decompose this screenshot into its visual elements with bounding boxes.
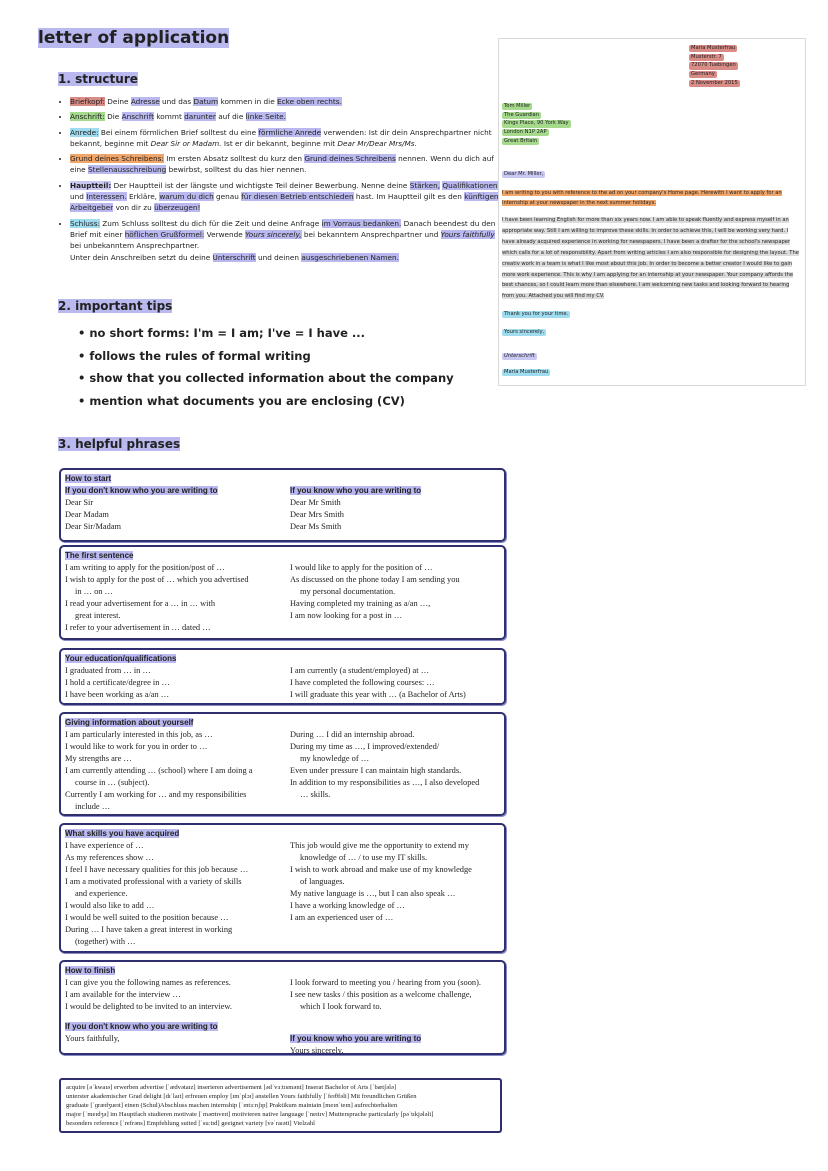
page-title: letter of application — [38, 28, 230, 48]
tip-item: • follows the rules of formal writing — [78, 345, 454, 368]
box-subheading: If you don't know who you are writing to — [65, 1022, 218, 1031]
structure-text: Erkläre, — [126, 192, 160, 202]
phrase-line: I graduated from … in … — [65, 666, 151, 675]
structure-text: künftigen Arbeitgeber — [70, 192, 499, 213]
address-line: Maria Musterfrau — [691, 45, 736, 51]
phrase-line: I would be delighted to be invited to an interview. — [65, 1002, 232, 1011]
structure-text: verwenden: Ist dir dein Ansprechpartner nicht bekannt, beginne mit — [70, 127, 492, 148]
phrase-line: of languages. — [300, 877, 345, 886]
phrase-line: My strengths are … — [65, 754, 132, 763]
phrase-line: I am now looking for a post in … — [290, 611, 403, 620]
phrase-line: Dear Mrs Smith — [290, 510, 344, 519]
structure-text: nennen. Wenn du dich auf eine — [70, 154, 494, 175]
structure-text: Ecke oben rechts. — [277, 97, 342, 106]
phrase-line: This job would give me the opportunity to extend my — [290, 841, 469, 850]
phrase-line: I would be well suited to the position because … — [65, 913, 229, 922]
phrase-line: Dear Sir — [65, 498, 94, 507]
letter-name: Maria Musterfrau — [504, 369, 549, 375]
structure-text: genau — [213, 192, 242, 202]
box-education — [59, 648, 506, 705]
address-line: Musterstr. 7 — [691, 53, 722, 60]
structure-text: Stärken, — [409, 180, 441, 190]
structure-text: Adresse — [130, 97, 160, 106]
section-heading-phrases: 3. helpful phrases — [58, 437, 181, 451]
structure-text: darunter — [184, 112, 216, 122]
structure-text: im Vorraus bedanken. — [321, 218, 402, 228]
phrase-line: (together) with … — [75, 937, 136, 946]
structure-text: bei unbekanntem Ansprechpartner. — [70, 241, 200, 251]
address-line: 2 November 2015 — [691, 79, 738, 86]
vocabulary-box — [59, 1078, 502, 1133]
structure-text: Unter dein Anschreiben setzt du deine — [70, 252, 213, 262]
structure-item — [70, 96, 506, 107]
box-how-to-finish — [59, 960, 506, 1055]
letter-signature: Unterschrift — [504, 353, 535, 359]
box-how-to-start — [59, 468, 506, 542]
address-line: Tom Miller — [504, 103, 531, 109]
phrase-line: Dear Madam — [65, 510, 109, 519]
phrase-line: During … I have taken a great interest in working — [65, 925, 233, 934]
phrase-line: I am available for the interview … — [65, 990, 181, 999]
letter-body: I have been learning English for more than six years now. I am able to speak fluently and express myself in an appropriate way. Still I am willing to improve these skills. In order to achieve this, I will be working very hard. I have already acquired experience in working for newspapers. I have been a drafter for the school's newspaper which calls for a lot of responsibility. Apart from writing articles I am also responsible for designing the layout. The creativ work in a team is what I like most about this job. In order to become a better creator I would like to gain more work experience. This is why I am applying for an internship at your newspaper. Your company affords the best chances, so I could learn more than elsewhere. I am welcoming new tasks and looking forward to hearing from you. Attached you will find my CV. — [502, 217, 799, 300]
phrase-line: I am an experienced user of … — [290, 913, 394, 922]
phrase-line: great interest. — [75, 611, 121, 620]
phrase-line: I look forward to meeting you / hearing from you (soon). — [290, 978, 481, 987]
address-line: The Guardian — [504, 111, 540, 118]
phrase-line: Dear Mr Smith — [290, 498, 341, 507]
phrase-line: I have been working as a/an … — [65, 690, 170, 699]
phrase-line: In addition to my responsibilities as …, I also developed — [290, 778, 480, 787]
phrase-line: During my time as …, I improved/extended/ — [290, 742, 440, 751]
structure-text: bei bekanntem Ansprechpartner — [301, 229, 423, 239]
structure-text: für diesen Betrieb entschieden — [241, 192, 354, 202]
structure-text: Danach beendest du den Brief mit einer — [70, 218, 496, 239]
tips-list — [78, 322, 454, 412]
phrase-line: I have experience of … — [65, 841, 144, 850]
phrase-line: I read your advertisement for a … in … with — [65, 599, 216, 608]
phrase-line: I am writing to apply for the position/post of … — [65, 563, 225, 572]
phrase-line: Currently I am working for … and my responsibilities — [65, 790, 247, 799]
structure-text: Grund deines Schreibens — [304, 154, 396, 164]
structure-text: Anrede: — [70, 127, 99, 137]
structure-item — [70, 111, 506, 122]
phrase-line: I wish to work abroad and make use of my knowledge — [290, 865, 472, 874]
structure-text: Yours sincerely, — [245, 229, 302, 239]
phrase-line: I see new tasks / this position as a welcome challenge, — [290, 990, 472, 999]
phrase-line: Having completed my training as a/an …, — [290, 599, 431, 608]
vocab-line: graduate [ˈɡrædʒueɪt] einen (Schul)Abschluss machen internship [ˈɪntɜːnʃɪp] Praktikum maintain [meɪnˈteɪn] aufrechterhalten — [66, 1102, 398, 1110]
section-heading-tips: 2. important tips — [58, 299, 173, 313]
box-title: What skills you have acquired — [65, 829, 180, 838]
structure-text: von dir zu — [113, 203, 155, 213]
box-title: The first sentence — [65, 551, 134, 560]
phrase-line: include … — [75, 802, 111, 811]
phrase-line: I am currently (a student/employed) at … — [290, 666, 430, 675]
box-title: Giving information about yourself — [65, 718, 194, 727]
address-line: Germany — [691, 71, 715, 78]
box-subheading: If you know who you are writing to — [290, 1034, 422, 1043]
structure-text: Bei einem förmlichen Brief solltest du eine — [98, 127, 259, 137]
tip-item: • no short forms: I'm = I am; I've = I have ... — [78, 322, 454, 345]
structure-item — [70, 127, 506, 150]
structure-text: und deinen — [255, 252, 302, 262]
structure-text: Interessen. — [86, 192, 127, 202]
structure-text: förmliche Anrede — [258, 127, 322, 137]
phrase-line: my personal documentation. — [300, 587, 396, 596]
structure-text: Schluss: — [70, 218, 100, 228]
address-line: Great Britain — [504, 137, 538, 144]
vocab-line: besonders reference [ˈrefrəns] Empfehlung suited [ˈsuːtɪd] geeignet variety [vəˈraɪəti] Vielzahl — [66, 1120, 316, 1128]
structure-text: Der Hauptteil ist der längste und wichtigste Teil deiner Bewerbung. Nenne deine — [111, 180, 410, 190]
phrase-line: Dear Ms Smith — [290, 522, 342, 531]
phrase-line: I feel I have necessary qualities for this job because … — [65, 865, 249, 874]
structure-text: Grund deines Schreibens: — [70, 154, 164, 164]
phrase-line: which I look forward to. — [300, 1002, 382, 1011]
structure-text: hast. Im Hauptteil gilt es den — [353, 192, 465, 202]
vocab-line: unterster akademischer Grad delight [dɪˈlaɪt] erfreuen employ [ɪmˈplɔɪ] anstellen Yours faithfully [ˈfeɪθfəli] Mit freundlichen Grüßen — [66, 1093, 417, 1101]
address-line: 72070 Tuebingen — [691, 62, 736, 69]
structure-text: linke Seite. — [245, 112, 286, 122]
structure-text: Anschrift: — [70, 112, 105, 122]
structure-text: kommt — [154, 112, 185, 122]
structure-text: Unterschrift — [212, 252, 256, 262]
structure-text: bewirbst, solltest du das hier nennen. — [166, 165, 307, 175]
box-title: How to finish — [65, 966, 116, 975]
phrase-line: … skills. — [300, 790, 331, 799]
phrase-line: I am a motivated professional with a variety of skills — [65, 877, 242, 886]
structure-text: Im ersten Absatz solltest du kurz den — [163, 154, 305, 164]
phrase-line: in … on … — [75, 587, 113, 596]
structure-text: Anschrift — [121, 112, 155, 122]
structure-text: Qualifikationen — [442, 180, 498, 190]
phrase-line: I would like to work for you in order to … — [65, 742, 208, 751]
structure-text: Dear Sir or Madam. — [150, 138, 222, 148]
structure-text: Stellenausschreibung — [87, 165, 167, 175]
structure-text: Datum — [193, 97, 219, 106]
letter-closing: Yours sincerely, — [504, 329, 545, 335]
box-title: How to start — [65, 474, 112, 483]
structure-text: ausgeschriebenen Namen. — [301, 252, 399, 262]
box-title: Your education/qualifications — [65, 654, 177, 663]
phrase-line: I wish to apply for the post of … which you advertised — [65, 575, 249, 584]
box-skills — [59, 823, 506, 953]
structure-text: Deine — [104, 97, 131, 106]
structure-text: kommen in die — [218, 97, 278, 106]
vocab-line: major [ˈmeɪdʒə] im Hauptfach studieren motivate [ˈməʊtɪveɪt] motivieren native language [ˈneɪtɪv] Muttersprache particularly [pəˈtɪkjələli] — [66, 1111, 434, 1119]
phrase-line: I will graduate this year with … (a Bachelor of Arts) — [290, 690, 466, 699]
phrase-line: Even under pressure I can maintain high standards. — [290, 766, 462, 775]
structure-text: Yours faithfully — [440, 229, 495, 239]
letter-thanks: Thank you for your time. — [504, 311, 569, 317]
phrase-line: and experience. — [75, 889, 128, 898]
structure-text: warum du dich — [159, 192, 214, 202]
phrase-line: I would also like to add … — [65, 901, 155, 910]
sample-letter — [498, 38, 806, 386]
phrase-line: my knowledge of … — [300, 754, 370, 763]
letter-sender-address — [689, 45, 740, 89]
box-subheading: If you know who you are writing to — [290, 486, 422, 495]
structure-text: höflichen Grußformel: — [124, 229, 205, 239]
closing-phrase: Yours faithfully, — [65, 1034, 120, 1043]
section-heading-structure: 1. structure — [58, 72, 138, 86]
phrase-line: I have a working knowledge of … — [290, 901, 405, 910]
vocab-line: acquire [əˈkwaɪə] erwerben advertise [ˈædvətaɪz] inserieren advertisement [ədˈvɜːtɪsmənt] Inserat Bachelor of Arts [ˈbætʃələ] — [66, 1084, 397, 1091]
box-first-sentence — [59, 545, 506, 640]
phrase-line: I am currently attending … (school) where I am doing a — [65, 766, 253, 775]
phrase-line: Dear Sir/Madam — [65, 522, 122, 531]
structure-text: und das — [159, 97, 194, 106]
structure-text: Verwende — [204, 229, 246, 239]
phrase-line: I am particularly interested in this job, as … — [65, 730, 213, 739]
structure-text: auf die — [215, 112, 246, 122]
phrase-line: As discussed on the phone today I am sending you — [290, 575, 460, 584]
structure-text: Briefkopf: — [70, 97, 105, 106]
structure-text: und — [70, 192, 87, 202]
letter-recipient-address — [502, 103, 571, 147]
structure-item — [70, 180, 506, 214]
structure-text: und — [422, 229, 441, 239]
address-line: London N1P 2AP — [504, 129, 547, 136]
address-line: Kings Place, 90 York Way — [504, 120, 569, 127]
phrase-line: I can give you the following names as references. — [65, 978, 231, 987]
tip-item: • mention what documents you are enclosing (CV) — [78, 390, 454, 413]
structure-text: Ist er dir bekannt, beginne mit — [221, 138, 338, 148]
phrase-line: I would like to apply for the position of … — [290, 563, 433, 572]
phrase-line: During … I did an internship abroad. — [290, 730, 415, 739]
structure-list — [62, 96, 506, 267]
letter-salutation: Dear Mr. Miller, — [504, 171, 544, 177]
tip-item: • show that you collected information about the company — [78, 367, 454, 390]
phrase-line: I hold a certificate/degree in … — [65, 678, 170, 687]
structure-text: überzeugen! — [154, 203, 201, 213]
structure-item — [70, 218, 506, 263]
phrase-line: As my references show … — [65, 853, 154, 862]
structure-text: Die — [104, 112, 122, 122]
phrase-line: course in … (subject). — [75, 778, 150, 787]
phrase-line: knowledge of … / to use my IT skills. — [300, 853, 428, 862]
box-subheading: If you don't know who you are writing to — [65, 486, 218, 495]
phrase-line: I refer to your advertisement in … dated … — [65, 623, 211, 632]
letter-reason: I am writing to you with reference to the ad on your company's Home page. Herewith I want to apply for an internship at your newspaper in the next summer holidays. — [502, 190, 782, 206]
box-about-yourself — [59, 712, 506, 816]
phrase-line: My native language is …, but I can also speak … — [290, 889, 456, 898]
phrase-line: I have completed the following courses: … — [290, 678, 435, 687]
structure-text: Dear Mr/Dear Mrs/Ms. — [337, 138, 417, 148]
structure-text: Hauptteil: — [70, 180, 112, 190]
structure-text: Zum Schluss solltest du dich für die Zeit und deine Anfrage — [99, 218, 322, 228]
structure-item — [70, 153, 506, 176]
closing-phrase: Yours sincerely, — [290, 1046, 344, 1055]
